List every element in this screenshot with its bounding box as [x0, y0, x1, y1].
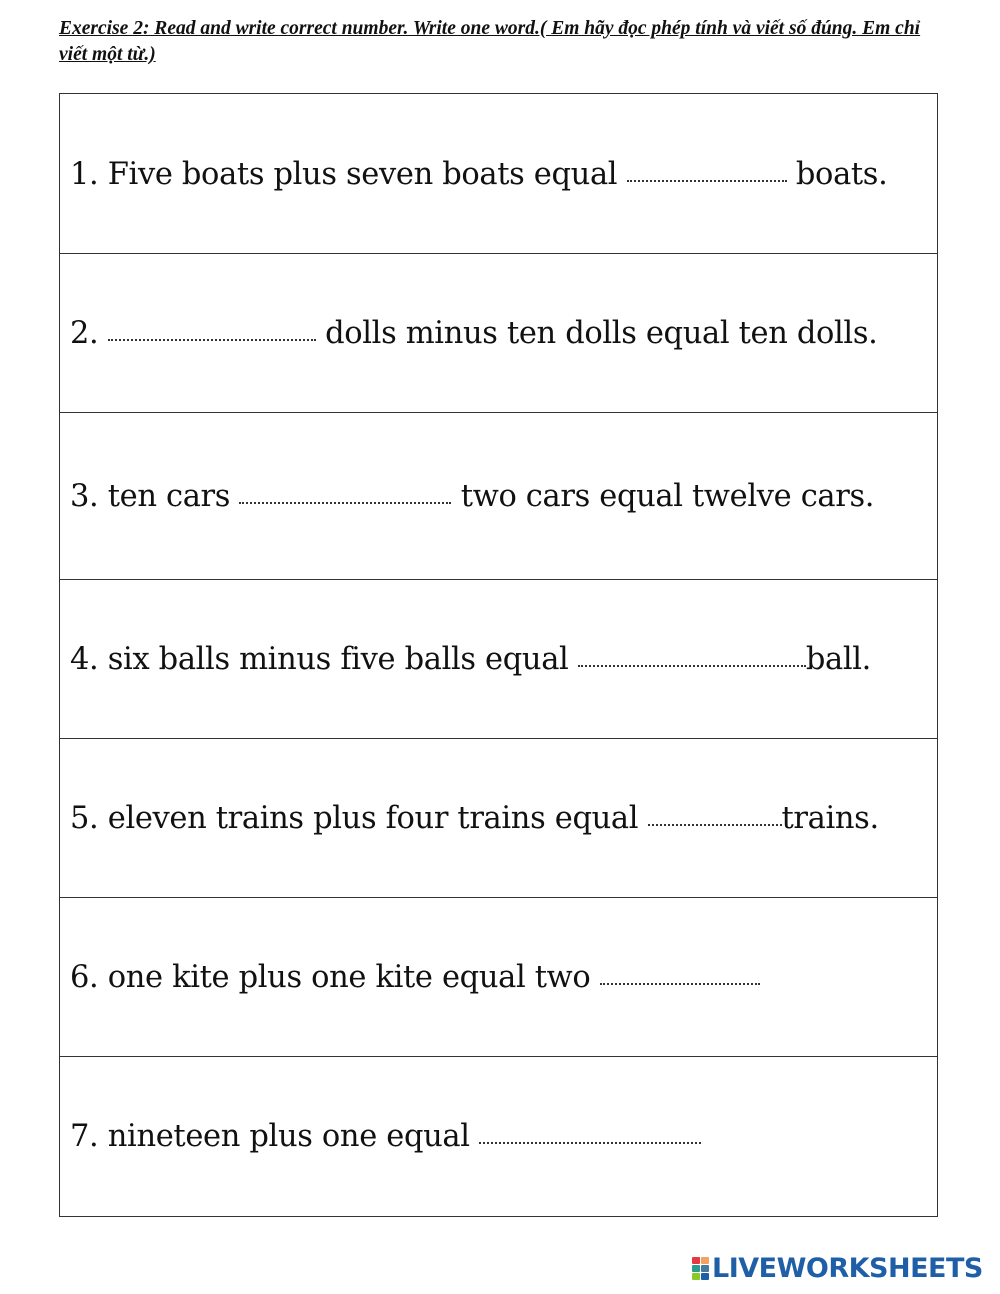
logo-mark-square: [701, 1265, 709, 1272]
exercise-row-6: [60, 898, 937, 1057]
exercise-table: [59, 93, 938, 1217]
exercise-sentence: [70, 316, 931, 352]
exercise-row-5: [60, 739, 937, 898]
exercise-sentence: [70, 479, 931, 515]
answer-blank-4[interactable]: [578, 664, 806, 667]
exercise-instructions: Exercise 2: Read and write correct number. Write one word.( Em hãy đọc phép tính và viết số đúng. Em chỉ viết một từ.): [59, 18, 921, 65]
logo-mark-square: [692, 1257, 700, 1264]
exercise-row-2: [60, 254, 937, 413]
logo-mark-square: [701, 1257, 709, 1264]
sentence-start: 1. Five boats plus seven boats equal: [70, 157, 627, 192]
answer-blank-7[interactable]: [479, 1141, 701, 1144]
answer-blank-3[interactable]: [239, 501, 451, 504]
liveworksheets-logo-icon: [692, 1257, 710, 1281]
sentence-start: 5. eleven trains plus four trains equal: [70, 801, 648, 836]
answer-blank-2[interactable]: [108, 338, 316, 341]
answer-blank-6[interactable]: [600, 982, 760, 985]
sentence-end: trains.: [781, 801, 879, 836]
exercise-sentence: [70, 801, 931, 837]
exercise-row-3: [60, 413, 937, 580]
sentence-end: dolls minus ten dolls equal ten dolls.: [315, 316, 878, 351]
sentence-start: 3. ten cars: [70, 479, 240, 514]
logo-mark-square: [692, 1265, 700, 1272]
sentence-start: 7. nineteen plus one equal: [70, 1119, 480, 1154]
sentence-start: 4. six balls minus five balls equal: [70, 642, 578, 677]
exercise-row-4: [60, 580, 937, 739]
logo-mark-square: [701, 1273, 709, 1280]
sentence-end: ball.: [805, 642, 871, 677]
sentence-end: boats.: [786, 157, 888, 192]
liveworksheets-logo: [692, 1253, 983, 1284]
exercise-row-1: [60, 94, 937, 254]
exercise-sentence: [70, 1119, 931, 1155]
exercise-row-7: [60, 1057, 937, 1216]
sentence-end: two cars equal twelve cars.: [451, 479, 875, 514]
sentence-start: 2.: [70, 316, 108, 351]
answer-blank-1[interactable]: [627, 179, 787, 182]
exercise-sentence: [70, 157, 931, 193]
exercise-sentence: [70, 642, 931, 678]
exercise-sentence: [70, 960, 931, 996]
logo-mark-square: [692, 1273, 700, 1280]
logo-text: LIVEWORKSHEETS: [712, 1253, 983, 1284]
answer-blank-5[interactable]: [648, 823, 782, 826]
sentence-start: 6. one kite plus one kite equal two: [70, 960, 600, 995]
